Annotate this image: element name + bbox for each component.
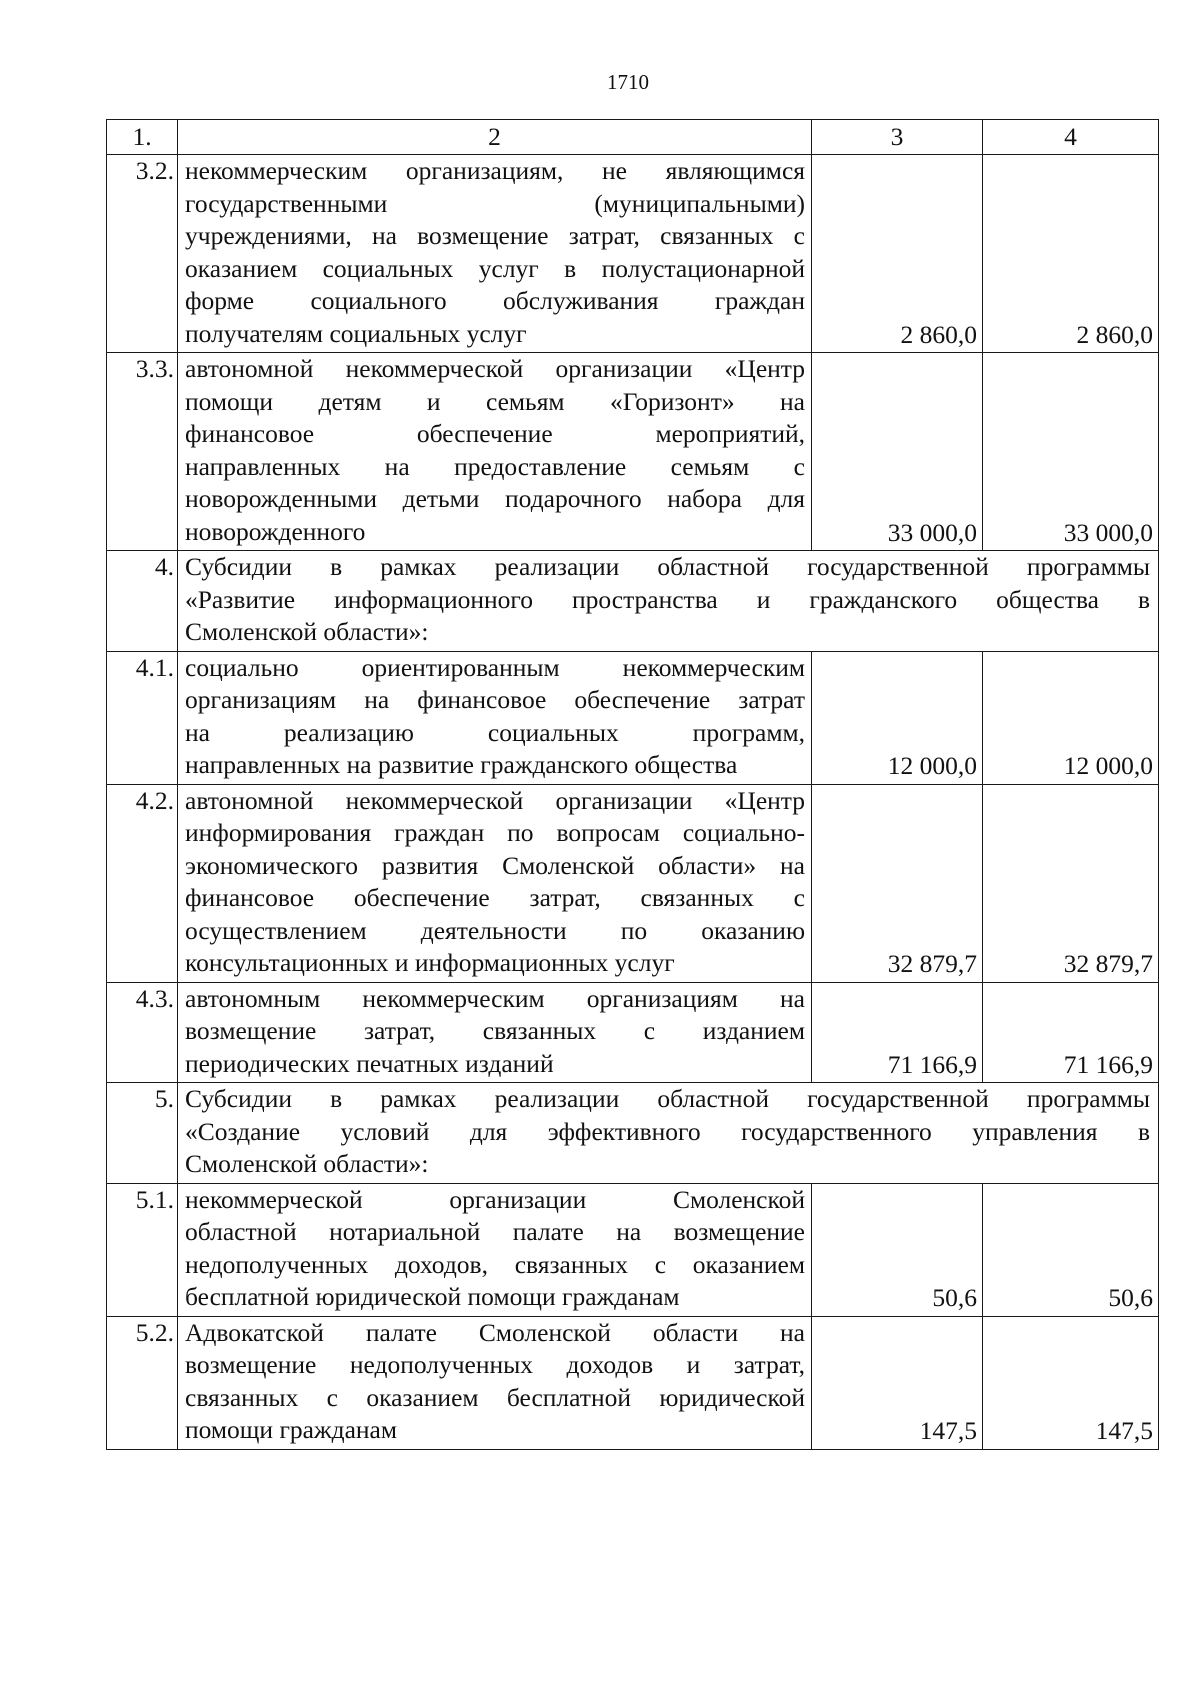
value-col-3: 12 000,0 <box>812 651 983 784</box>
row-description <box>178 551 1159 652</box>
row-number-cell <box>107 1316 178 1449</box>
description-line: некоммерческим организациям, не являющимся <box>185 156 805 185</box>
description-line: направленных на развитие гражданского общества <box>185 750 738 779</box>
row-description <box>178 155 812 353</box>
description-line: информирования граждан по вопросам социально- <box>185 818 805 847</box>
row-description <box>178 982 812 1083</box>
header-row <box>107 120 1159 155</box>
description-line: оказанием социальных услуг в полустационарной <box>185 253 805 283</box>
table-row <box>107 982 1159 1083</box>
description-line: экономического развития Смоленской области» на <box>185 850 805 880</box>
description-line: автономной некоммерческой организации «Центр <box>185 785 805 815</box>
table-body <box>107 155 1159 1450</box>
table-row <box>107 651 1159 784</box>
row-number: 5.1. <box>135 1184 174 1214</box>
value-col-4: 50,6 <box>983 1183 1159 1316</box>
row-number-cell <box>107 1083 178 1184</box>
row-number-cell <box>107 784 178 982</box>
row-number: 3.2. <box>135 156 174 185</box>
description-line: учреждениями, на возмещение затрат, связанных с <box>185 221 805 250</box>
table-row <box>107 784 1159 982</box>
row-number-cell <box>107 651 178 784</box>
table-row <box>107 353 1159 551</box>
value-col-4: 71 166,9 <box>983 982 1159 1083</box>
description-line: недополученных доходов, связанных с оказанием <box>185 1249 805 1279</box>
description-line: на реализацию социальных программ, <box>185 717 805 747</box>
value-col-4: 12 000,0 <box>983 651 1159 784</box>
row-description <box>178 1316 812 1449</box>
value-col-4: 147,5 <box>983 1316 1159 1449</box>
description-line: консультационных и информационных услуг <box>185 948 675 977</box>
header-col-3: 3 <box>812 120 983 155</box>
description-line: Субсидии в рамках реализации областной государственной программы <box>185 552 1150 581</box>
description-line: новорожденного <box>185 516 366 546</box>
description-line: осуществлением деятельности по оказанию <box>185 915 805 945</box>
description-line: «Развитие информационного пространства и гражданского общества в <box>185 584 1150 614</box>
description-line: социально ориентированным некоммерческим <box>185 652 805 682</box>
description-line: автономным некоммерческим организациям на <box>185 983 805 1013</box>
table-header <box>107 120 1159 155</box>
description-line: форме социального обслуживания граждан <box>185 286 805 315</box>
description-line: некоммерческой организации Смоленской <box>185 1184 805 1214</box>
description-line: финансовое обеспечение мероприятий, <box>185 419 805 448</box>
description-line: возмещение затрат, связанных с изданием <box>185 1016 805 1045</box>
value-col-3: 147,5 <box>812 1316 983 1449</box>
description-line: получателям социальных услуг <box>185 318 527 348</box>
value-col-4: 2 860,0 <box>983 155 1159 353</box>
description-line: «Создание условий для эффективного государственного управления в <box>185 1116 1150 1146</box>
table-row <box>107 155 1159 353</box>
value-col-4: 32 879,7 <box>983 784 1159 982</box>
table-row <box>107 1316 1159 1449</box>
description-line: помощи гражданам <box>185 1415 397 1444</box>
row-number-cell <box>107 1183 178 1316</box>
description-line: связанных с оказанием бесплатной юридической <box>185 1382 805 1412</box>
row-number-cell <box>107 982 178 1083</box>
row-number: 4.2. <box>135 785 174 815</box>
value-col-3: 50,6 <box>812 1183 983 1316</box>
row-description <box>178 1083 1159 1184</box>
description-line: государственными (муниципальными) <box>185 188 805 218</box>
description-line: областной нотариальной палате на возмещение <box>185 1217 805 1246</box>
row-number: 3.3. <box>135 354 174 383</box>
description-line: новорожденными детьми подарочного набора для <box>185 484 805 513</box>
description-line: Смоленской области»: <box>185 1149 429 1178</box>
page-number: 1710 <box>607 70 649 94</box>
description-line: Адвокатской палате Смоленской области на <box>185 1317 805 1347</box>
subsidy-table <box>106 119 1159 1450</box>
row-number: 5. <box>154 1084 174 1113</box>
description-line: финансовое обеспечение затрат, связанных с <box>185 883 805 912</box>
value-col-3: 2 860,0 <box>812 155 983 353</box>
value-col-4: 33 000,0 <box>983 353 1159 551</box>
row-number: 5.2. <box>135 1317 174 1347</box>
row-description <box>178 784 812 982</box>
row-description <box>178 353 812 551</box>
value-col-3: 32 879,7 <box>812 784 983 982</box>
description-line: бесплатной юридической помощи гражданам <box>185 1282 680 1311</box>
row-description <box>178 1183 812 1316</box>
row-number: 4.1. <box>135 652 174 682</box>
value-col-3: 71 166,9 <box>812 982 983 1083</box>
value-col-3: 33 000,0 <box>812 353 983 551</box>
table-row <box>107 1183 1159 1316</box>
header-col-4: 4 <box>983 120 1159 155</box>
description-line: Субсидии в рамках реализации областной государственной программы <box>185 1084 1150 1113</box>
row-description <box>178 651 812 784</box>
row-number: 4. <box>154 552 174 581</box>
description-line: помощи детям и семьям «Горизонт» на <box>185 386 805 416</box>
table-row <box>107 1083 1159 1184</box>
header-col-1: 1. <box>107 120 178 155</box>
header-col-2: 2 <box>178 120 812 155</box>
row-number-cell <box>107 551 178 652</box>
table-row <box>107 551 1159 652</box>
description-line: Смоленской области»: <box>185 617 429 646</box>
description-line: возмещение недополученных доходов и затрат, <box>185 1350 805 1379</box>
description-line: автономной некоммерческой организации «Центр <box>185 354 805 383</box>
description-line: периодических печатных изданий <box>185 1048 554 1078</box>
description-line: организациям на финансовое обеспечение затрат <box>185 685 805 714</box>
description-line: направленных на предоставление семьям с <box>185 451 805 481</box>
row-number: 4.3. <box>135 983 174 1013</box>
row-number-cell <box>107 353 178 551</box>
row-number-cell <box>107 155 178 353</box>
